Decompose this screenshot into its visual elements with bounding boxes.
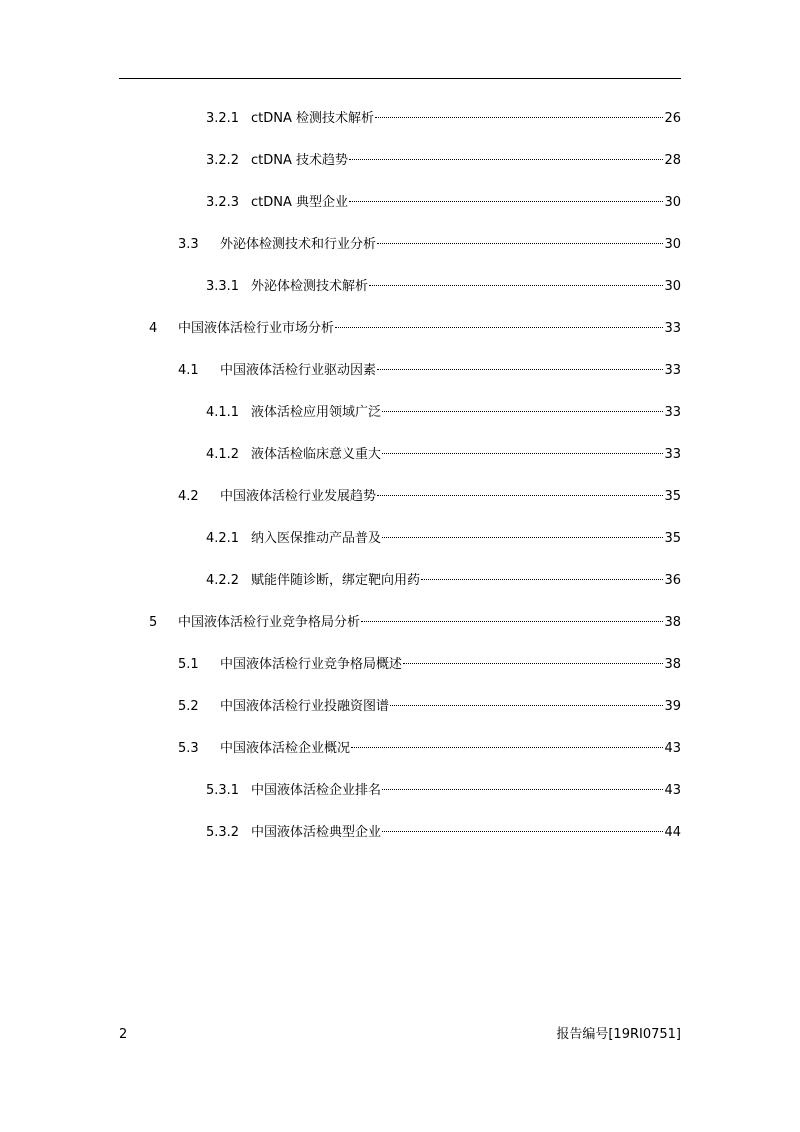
toc-entry-line bbox=[251, 571, 681, 591]
toc-entry[interactable] bbox=[0, 445, 800, 465]
toc-entry[interactable] bbox=[0, 655, 800, 675]
toc-entry-title: 中国液体活检典型企业 bbox=[251, 825, 382, 840]
toc-entry-title: 中国液体活检行业市场分析 bbox=[178, 321, 335, 336]
toc-entry-number: 4.1.2 bbox=[206, 447, 240, 462]
toc-entry-title: 外泌体检测技术解析 bbox=[251, 279, 369, 294]
toc-entry-page: 26 bbox=[664, 111, 681, 126]
toc-entry-number: 5.3.1 bbox=[206, 783, 240, 798]
toc-dot-leader bbox=[377, 495, 663, 496]
toc-entry-number: 4.2.2 bbox=[206, 573, 240, 588]
toc-entry-title: 中国液体活检行业发展趋势 bbox=[220, 489, 377, 504]
toc-dot-leader bbox=[377, 243, 663, 244]
toc-entry[interactable] bbox=[0, 151, 800, 171]
toc-entry-number: 5 bbox=[149, 615, 158, 630]
toc-entry-number: 4.1.1 bbox=[206, 405, 240, 420]
toc-entry-page: 35 bbox=[664, 531, 681, 546]
toc-dot-leader bbox=[382, 537, 663, 538]
toc-entry-line bbox=[220, 739, 681, 759]
toc-dot-leader bbox=[382, 453, 663, 454]
toc-dot-leader bbox=[382, 831, 663, 832]
toc-entry-page: 39 bbox=[664, 699, 681, 714]
toc-entry-page: 38 bbox=[664, 615, 681, 630]
toc-entry-line bbox=[251, 151, 681, 171]
toc-dot-leader bbox=[403, 663, 663, 664]
toc-entry-page: 38 bbox=[664, 657, 681, 672]
toc-entry[interactable] bbox=[0, 109, 800, 129]
toc-entry-line bbox=[251, 193, 681, 213]
toc-entry[interactable] bbox=[0, 697, 800, 717]
toc-entry-number: 3.3.1 bbox=[206, 279, 240, 294]
toc-entry-line bbox=[251, 277, 681, 297]
toc-entry[interactable] bbox=[0, 361, 800, 381]
toc-entry[interactable] bbox=[0, 403, 800, 423]
toc-dot-leader bbox=[369, 285, 663, 286]
toc-dot-leader bbox=[390, 705, 663, 706]
toc-entry-number: 5.2 bbox=[178, 699, 199, 714]
toc-entry-title: 中国液体活检行业竞争格局概述 bbox=[220, 657, 403, 672]
toc-entry-title: ctDNA 典型企业 bbox=[251, 195, 349, 210]
toc-entry[interactable] bbox=[0, 739, 800, 759]
toc-entry-line bbox=[251, 823, 681, 843]
toc-entry[interactable] bbox=[0, 487, 800, 507]
toc-entry-title: ctDNA 技术趋势 bbox=[251, 153, 349, 168]
toc-entry[interactable] bbox=[0, 277, 800, 297]
toc-entry-line bbox=[220, 235, 681, 255]
toc-entry[interactable] bbox=[0, 823, 800, 843]
toc-entry-number: 3.2.1 bbox=[206, 111, 240, 126]
toc-entry-line bbox=[178, 613, 681, 633]
toc-entry-title: 液体活检应用领域广泛 bbox=[251, 405, 382, 420]
toc-entry-page: 30 bbox=[664, 195, 681, 210]
toc-entry-page: 28 bbox=[664, 153, 681, 168]
toc-entry-page: 33 bbox=[664, 447, 681, 462]
toc-dot-leader bbox=[382, 789, 663, 790]
toc-entry-page: 30 bbox=[664, 237, 681, 252]
toc-entry-line bbox=[251, 445, 681, 465]
toc-entry-page: 36 bbox=[664, 573, 681, 588]
toc-entry-page: 33 bbox=[664, 405, 681, 420]
toc-entry-page: 33 bbox=[664, 363, 681, 378]
toc-entry-number: 3.3 bbox=[178, 237, 199, 252]
toc-entry-title: 中国液体活检行业驱动因素 bbox=[220, 363, 377, 378]
toc-entry-number: 5.3.2 bbox=[206, 825, 240, 840]
toc-entry-line bbox=[178, 319, 681, 339]
toc-entry-line bbox=[220, 697, 681, 717]
toc-entry-number: 3.2.2 bbox=[206, 153, 240, 168]
toc-entry[interactable] bbox=[0, 529, 800, 549]
toc-entry-page: 35 bbox=[664, 489, 681, 504]
toc-entry-number: 3.2.3 bbox=[206, 195, 240, 210]
toc-entry-number: 4.2.1 bbox=[206, 531, 240, 546]
toc-entry-title: ctDNA 检测技术解析 bbox=[251, 111, 375, 126]
toc-entry-page: 43 bbox=[664, 741, 681, 756]
toc-entry-number: 4.2 bbox=[178, 489, 199, 504]
toc-entry-line bbox=[251, 781, 681, 801]
toc-entry-title: 纳入医保推动产品普及 bbox=[251, 531, 382, 546]
toc-entry-title: 液体活检临床意义重大 bbox=[251, 447, 382, 462]
toc-dot-leader bbox=[349, 159, 663, 160]
toc-entry-title: 中国液体活检企业排名 bbox=[251, 783, 382, 798]
toc-entry-page: 43 bbox=[664, 783, 681, 798]
toc-entry[interactable] bbox=[0, 319, 800, 339]
toc-entry-line bbox=[220, 361, 681, 381]
toc-entry-title: 外泌体检测技术和行业分析 bbox=[220, 237, 377, 252]
toc-dot-leader bbox=[377, 369, 663, 370]
toc-entry-title: 中国液体活检行业竞争格局分析 bbox=[178, 615, 361, 630]
toc-dot-leader bbox=[382, 411, 663, 412]
toc-entry-line bbox=[251, 109, 681, 129]
toc-dot-leader bbox=[351, 747, 663, 748]
toc-entry-line bbox=[251, 403, 681, 423]
footer-page-number: 2 bbox=[119, 1027, 128, 1042]
toc-entry-line bbox=[251, 529, 681, 549]
toc-entry[interactable] bbox=[0, 193, 800, 213]
toc-dot-leader bbox=[421, 579, 663, 580]
toc-entry[interactable] bbox=[0, 781, 800, 801]
toc-entry-title: 中国液体活检企业概况 bbox=[220, 741, 351, 756]
toc-entry-line bbox=[220, 487, 681, 507]
toc-entry-title: 中国液体活检行业投融资图谱 bbox=[220, 699, 390, 714]
toc-entry-page: 44 bbox=[664, 825, 681, 840]
toc-entry-number: 5.3 bbox=[178, 741, 199, 756]
toc-entry-page: 30 bbox=[664, 279, 681, 294]
toc-entry-number: 5.1 bbox=[178, 657, 199, 672]
toc-entry-title: 赋能伴随诊断，绑定靶向用药 bbox=[251, 573, 421, 588]
footer-report-id: 报告编号[19RI0751] bbox=[556, 1027, 681, 1042]
toc-entry-page: 33 bbox=[664, 321, 681, 336]
toc-dot-leader bbox=[335, 327, 663, 328]
toc-entry-number: 4.1 bbox=[178, 363, 199, 378]
toc-entry[interactable] bbox=[0, 571, 800, 591]
toc-entry[interactable] bbox=[0, 235, 800, 255]
toc-entry-line bbox=[220, 655, 681, 675]
toc-dot-leader bbox=[361, 621, 663, 622]
toc-entry-number: 4 bbox=[149, 321, 158, 336]
toc-dot-leader bbox=[375, 117, 663, 118]
toc-entry[interactable] bbox=[0, 613, 800, 633]
toc-dot-leader bbox=[349, 201, 663, 202]
